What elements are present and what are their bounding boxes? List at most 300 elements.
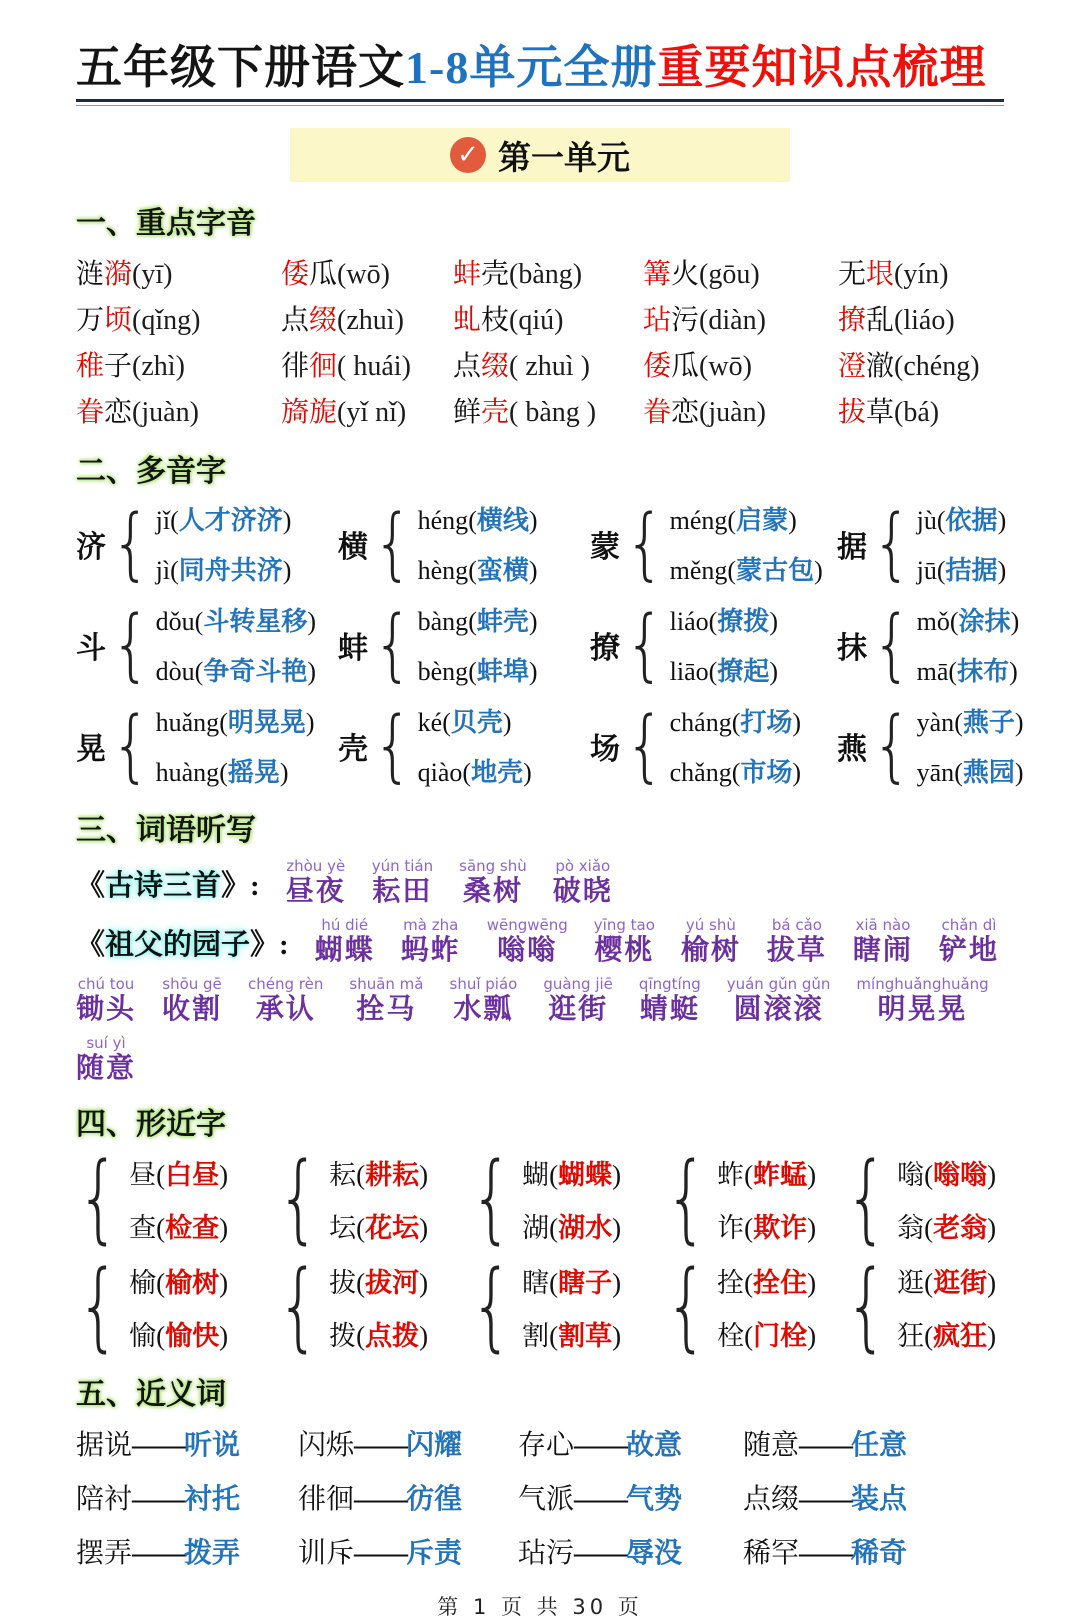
- section-heading-synonym: 五、近义词: [76, 1378, 226, 1412]
- synonym-row: [76, 1531, 1004, 1571]
- synonym-right: 衬托: [184, 1484, 241, 1516]
- synonym-list: [76, 1423, 1004, 1571]
- hanzi-char: 耘: [329, 1160, 357, 1191]
- lookalike-line: [329, 1153, 428, 1192]
- paren-glyph: ): [419, 1268, 429, 1299]
- paren-glyph: ): [987, 1160, 997, 1191]
- paren-glyph: ): [419, 1321, 429, 1352]
- paren-glyph: (: [936, 556, 946, 586]
- polyphone-option: [156, 550, 292, 587]
- synonym-left: 摆弄: [76, 1538, 133, 1570]
- dictation-list: [76, 859, 1004, 1083]
- hanzi-char: 蚌: [453, 259, 482, 291]
- polyphone-list: [76, 498, 1024, 791]
- pinyin-label: ( huái): [337, 351, 411, 383]
- paren-glyph: ): [279, 758, 289, 788]
- pinyin-label: (juàn): [699, 397, 766, 429]
- pinyin-ruby: shuǐ piáo: [449, 975, 518, 994]
- example-word: 逛街: [933, 1268, 988, 1299]
- example-word: 检查: [165, 1213, 220, 1244]
- polyphone-option: [418, 651, 538, 688]
- paren-glyph: (: [468, 657, 477, 687]
- polyphone-option: [418, 550, 538, 587]
- example-word: 蚱蜢: [753, 1160, 808, 1191]
- polyphone-group: [837, 500, 1006, 587]
- example-word: 欺诈: [753, 1213, 808, 1244]
- lookalike-pair: [522, 1261, 621, 1353]
- pinyin-label: huǎng: [155, 708, 220, 738]
- brace-glyph: {: [77, 1250, 120, 1363]
- polyphone-group: [338, 500, 590, 587]
- word-text: 破晓: [552, 876, 613, 908]
- hanzi-char: 查: [129, 1213, 157, 1244]
- lookalike-group: [76, 1142, 276, 1255]
- hanzi-char: 点: [281, 305, 310, 337]
- hanzi-char: 缀: [481, 351, 510, 383]
- synonym-right: 辱没: [626, 1538, 683, 1570]
- pronunciation-item: [453, 298, 643, 338]
- unit-banner: [290, 128, 790, 182]
- pinyin-label: (zhì): [132, 351, 185, 383]
- polyphone-options: [917, 500, 1007, 587]
- paren-glyph: ): [987, 1321, 997, 1352]
- hanzi-char: 拨: [329, 1321, 357, 1352]
- lookalike-pair: [329, 1153, 428, 1245]
- hanzi-char: 翁: [897, 1213, 925, 1244]
- hanzi-char: 蝴: [522, 1160, 550, 1191]
- lookalike-line: [522, 1314, 621, 1353]
- synonym-row: [76, 1477, 1004, 1517]
- check-icon: ✓: [450, 137, 486, 173]
- polyphone-headword: 蚌: [338, 631, 368, 665]
- polyphone-option: [670, 601, 778, 638]
- paren-glyph: ): [282, 556, 292, 586]
- pinyin-label: (wō): [337, 259, 390, 291]
- example-word: 燕园: [962, 758, 1015, 788]
- polyphone-headword: 晃: [76, 732, 106, 766]
- example-word: 蚌埠: [476, 657, 529, 687]
- synonym-pair: [518, 1477, 743, 1517]
- lookalike-group: [276, 1250, 469, 1363]
- hanzi-char: 眷: [76, 397, 105, 429]
- paren-glyph: ): [807, 1213, 817, 1244]
- paren-glyph: (: [924, 1268, 934, 1299]
- brace-glyph: {: [871, 498, 912, 589]
- hanzi-char: 草: [866, 397, 895, 429]
- example-word: 斗转星移: [203, 607, 308, 637]
- brace-glyph: {: [845, 1142, 888, 1255]
- polyphone-options: [418, 702, 532, 789]
- lookalike-pair: [897, 1153, 996, 1245]
- lookalike-group: [469, 1250, 664, 1363]
- dictation-word: [162, 977, 222, 1024]
- synonym-pair: [298, 1477, 518, 1517]
- dash-glyph: ——: [132, 1538, 185, 1570]
- hanzi-char: 倭: [643, 351, 672, 383]
- pinyin-label: (juàn): [132, 397, 199, 429]
- example-word: 蚌壳: [476, 607, 529, 637]
- paren-glyph: ): [612, 1268, 622, 1299]
- hanzi-char: 旖: [281, 397, 310, 429]
- lookalike-list: [76, 1142, 1004, 1363]
- word-text: 明晃晃: [877, 994, 968, 1026]
- book-title-text: 祖父的园子: [105, 929, 251, 962]
- book-title: [76, 922, 289, 965]
- paren-glyph: (: [462, 758, 472, 788]
- example-word: 同舟共济: [178, 556, 283, 586]
- lookalike-pair: [897, 1261, 996, 1353]
- word-text: 水瓢: [453, 994, 514, 1026]
- example-word: 打场: [740, 708, 793, 738]
- word-text: 昼夜: [285, 876, 346, 908]
- polyphone-options: [917, 702, 1024, 789]
- pronunciation-item: [281, 344, 453, 384]
- paren-glyph: ): [528, 506, 538, 536]
- paren-glyph: (: [744, 1321, 754, 1352]
- polyphone-option: [670, 702, 801, 739]
- synonym-right: 任意: [851, 1430, 908, 1462]
- word-text: 桑树: [462, 876, 523, 908]
- brace-glyph: {: [470, 1142, 513, 1255]
- synonym-left: 点缀: [743, 1484, 800, 1516]
- pronunciation-item: [838, 252, 1004, 292]
- polyphone-options: [418, 500, 538, 587]
- pronunciation-row: [76, 344, 1004, 384]
- paren-glyph: ): [419, 1213, 429, 1244]
- synonym-right: 气势: [626, 1484, 683, 1516]
- word-text: 蚂蚱: [400, 935, 461, 967]
- paren-glyph: ): [769, 657, 778, 687]
- synonym-left: 气派: [518, 1484, 575, 1516]
- polyphone-option: [156, 752, 315, 789]
- polyphone-option: [156, 500, 292, 537]
- brace-glyph: {: [871, 700, 912, 791]
- example-word: 割草: [558, 1321, 613, 1352]
- polyphone-option: [156, 601, 316, 638]
- pinyin-label: jǐ: [155, 506, 171, 536]
- pinyin-ruby: shuān mǎ: [349, 975, 424, 994]
- polyphone-options: [670, 702, 801, 789]
- pinyin-label: (chéng): [894, 351, 980, 383]
- lookalike-pair: [717, 1153, 816, 1245]
- example-word: 摇晃: [227, 758, 280, 788]
- polyphone-options: [418, 601, 538, 688]
- pinyin-ruby: chéng rèn: [248, 975, 324, 994]
- pinyin-ruby: mínghuǎnghuǎng: [856, 975, 989, 994]
- lookalike-group: [664, 1142, 844, 1255]
- lookalike-line: [717, 1314, 816, 1353]
- synonym-pair: [743, 1423, 1004, 1463]
- pinyin-label: (qǐng): [132, 305, 201, 337]
- pronunciation-item: [76, 252, 281, 292]
- hanzi-char: 拴: [717, 1268, 745, 1299]
- hanzi-char: 栓: [717, 1321, 745, 1352]
- title-underline: [76, 99, 1004, 106]
- synonym-left: 陪衬: [76, 1484, 133, 1516]
- dictation-word: [767, 918, 827, 965]
- pronunciation-item: [643, 298, 838, 338]
- synonym-pair: [298, 1423, 518, 1463]
- section-heading-lookalike: 四、形近字: [76, 1108, 226, 1142]
- brace-glyph: {: [845, 1250, 888, 1363]
- example-word: 抹布: [957, 657, 1010, 687]
- paren-glyph: (: [924, 1160, 934, 1191]
- paren-glyph: (: [731, 758, 741, 788]
- pinyin-label: (bá): [894, 397, 940, 429]
- synonym-pair: [518, 1423, 743, 1463]
- lookalike-line: [522, 1206, 621, 1245]
- paren-glyph: (: [936, 506, 946, 536]
- pronunciation-item: [453, 344, 643, 384]
- polyphone-option: [917, 651, 1020, 688]
- dictation-word: [856, 977, 988, 1024]
- pronunciation-item: [838, 298, 1004, 338]
- pinyin-label: jù: [916, 506, 937, 536]
- synonym-right: 装点: [851, 1484, 908, 1516]
- example-word: 涂抹: [958, 607, 1011, 637]
- brace-glyph: {: [277, 1142, 320, 1255]
- dictation-row: [76, 1036, 1004, 1083]
- polyphone-group: [338, 702, 590, 789]
- dash-glyph: ——: [132, 1484, 185, 1516]
- dash-glyph: ——: [574, 1430, 627, 1462]
- polyphone-group: [76, 500, 338, 587]
- word-text: 收割: [162, 994, 223, 1026]
- paren-glyph: ): [282, 506, 292, 536]
- synonym-pair: [743, 1477, 1004, 1517]
- dictation-word: [76, 977, 136, 1024]
- polyphone-options: [156, 702, 315, 789]
- paren-glyph: ): [807, 1160, 817, 1191]
- pinyin-label: měng: [669, 556, 728, 586]
- hanzi-char: 昼: [129, 1160, 157, 1191]
- lookalike-line: [329, 1314, 428, 1353]
- hanzi-char: 逛: [897, 1268, 925, 1299]
- lookalike-line: [522, 1153, 621, 1192]
- pinyin-label: bèng: [417, 657, 469, 687]
- polyphone-headword: 壳: [338, 732, 368, 766]
- pronunciation-row: [76, 298, 1004, 338]
- hanzi-char: 眷: [643, 397, 672, 429]
- bracket-glyph: 《: [76, 929, 106, 962]
- hanzi-char: 缀: [309, 305, 338, 337]
- paren-glyph: (: [727, 556, 737, 586]
- pinyin-ruby: sāng shù: [459, 857, 527, 876]
- lookalike-pair: [522, 1153, 621, 1245]
- pinyin-ruby: qīngtíng: [638, 975, 701, 994]
- hanzi-char: 篝: [643, 259, 672, 291]
- example-word: 疯狂: [933, 1321, 988, 1352]
- paren-glyph: (: [744, 1213, 754, 1244]
- bracket-glyph: 《: [76, 870, 106, 903]
- paren-glyph: (: [744, 1268, 754, 1299]
- pinyin-label: (qiú): [509, 305, 564, 337]
- synonym-right: 听说: [184, 1430, 241, 1462]
- paren-glyph: (: [731, 708, 741, 738]
- pinyin-label: yàn: [916, 708, 955, 738]
- pinyin-label: mā: [916, 657, 949, 687]
- polyphone-option: [418, 500, 538, 537]
- brace-glyph: {: [372, 700, 413, 791]
- synonym-pair: [76, 1477, 298, 1517]
- example-word: 愉快: [165, 1321, 220, 1352]
- dictation-word: [76, 1036, 136, 1083]
- hanzi-char: 壳: [481, 259, 510, 291]
- lookalike-line: [897, 1261, 996, 1300]
- polyphone-option: [156, 702, 315, 739]
- bracket-glyph: 》:: [221, 870, 260, 903]
- hanzi-char: 拔: [329, 1268, 357, 1299]
- example-word: 门栓: [753, 1321, 808, 1352]
- paren-glyph: ): [219, 1160, 229, 1191]
- example-word: 贝壳: [450, 708, 503, 738]
- pinyin-label: (bàng): [509, 259, 583, 291]
- example-word: 争奇斗艳: [203, 657, 308, 687]
- paren-glyph: ): [769, 607, 778, 637]
- paren-glyph: ): [528, 556, 538, 586]
- polyphone-option: [670, 550, 823, 587]
- paren-glyph: (: [708, 607, 718, 637]
- hanzi-char: 涟: [76, 259, 105, 291]
- polyphone-group: [837, 601, 1019, 688]
- paren-glyph: ): [612, 1321, 622, 1352]
- paren-glyph: ): [1014, 708, 1024, 738]
- paren-glyph: ): [219, 1213, 229, 1244]
- brace-glyph: {: [665, 1250, 708, 1363]
- polyphone-headword: 据: [837, 530, 867, 564]
- synonym-left: 随意: [743, 1430, 800, 1462]
- lookalike-line: [717, 1206, 816, 1245]
- hanzi-char: 玷: [643, 305, 672, 337]
- hanzi-char: 蚱: [717, 1160, 745, 1191]
- dictation-word: [853, 918, 913, 965]
- hanzi-char: 徊: [309, 351, 338, 383]
- pinyin-ruby: shōu gē: [162, 975, 222, 994]
- brace-glyph: {: [110, 599, 151, 690]
- polyphone-options: [670, 500, 823, 587]
- dictation-word: [450, 977, 518, 1024]
- pinyin-label: héng: [417, 506, 469, 536]
- lookalike-group: [276, 1142, 469, 1255]
- synonym-right: 拨弄: [184, 1538, 241, 1570]
- paren-glyph: ): [219, 1268, 229, 1299]
- hanzi-char: 鲜: [453, 397, 482, 429]
- paren-glyph: (: [156, 1321, 166, 1352]
- dictation-word: [401, 918, 461, 965]
- word-text: 铲地: [938, 935, 999, 967]
- pinyin-label: ké: [417, 708, 443, 738]
- synonym-left: 闪烁: [298, 1430, 355, 1462]
- paren-glyph: (: [949, 607, 959, 637]
- hanzi-char: 瓜: [309, 259, 338, 291]
- paren-glyph: (: [170, 506, 179, 536]
- pronunciation-row: [76, 390, 1004, 430]
- polyphone-headword: 斗: [76, 631, 106, 665]
- paren-glyph: (: [156, 1213, 166, 1244]
- hanzi-char: 诈: [717, 1213, 745, 1244]
- pronunciation-item: [281, 298, 453, 338]
- hanzi-char: 漪: [104, 259, 133, 291]
- paren-glyph: (: [356, 1268, 366, 1299]
- hanzi-char: 撩: [838, 305, 867, 337]
- pronunciation-item: [643, 252, 838, 292]
- example-word: 湖水: [558, 1213, 613, 1244]
- hanzi-char: 榆: [129, 1268, 157, 1299]
- word-text: 拴马: [356, 994, 417, 1026]
- word-text: 随意: [76, 1053, 137, 1085]
- pronunciation-item: [838, 344, 1004, 384]
- example-word: 花坛: [365, 1213, 420, 1244]
- dictation-word: [553, 859, 613, 906]
- polyphone-option: [670, 500, 823, 537]
- pinyin-label: (yī): [132, 259, 173, 291]
- dash-glyph: ——: [354, 1538, 407, 1570]
- lookalike-row: [76, 1250, 1004, 1363]
- brace-glyph: {: [372, 599, 413, 690]
- paren-glyph: ): [305, 708, 315, 738]
- paren-glyph: (: [954, 708, 963, 738]
- example-word: 耕耘: [365, 1160, 420, 1191]
- word-text: 瞎闹: [852, 935, 913, 967]
- polyphone-option: [917, 752, 1024, 789]
- pinyin-label: (gōu): [699, 259, 760, 291]
- polyphone-option: [418, 601, 538, 638]
- paren-glyph: ): [997, 556, 1007, 586]
- hanzi-char: 万: [76, 305, 105, 337]
- unit-banner-label: 第一单元: [498, 140, 630, 177]
- pinyin-label: dǒu: [155, 607, 195, 637]
- paren-glyph: (: [924, 1213, 934, 1244]
- dash-glyph: ——: [132, 1430, 185, 1462]
- example-word: 榆树: [165, 1268, 220, 1299]
- hanzi-char: 顷: [104, 305, 133, 337]
- polyphone-group: [76, 601, 338, 688]
- synonym-left: 稀罕: [743, 1538, 800, 1570]
- example-word: 点拨: [365, 1321, 420, 1352]
- hanzi-char: 瞎: [522, 1268, 550, 1299]
- example-word: 拴住: [753, 1268, 808, 1299]
- word-text: 蝴蝶: [314, 935, 375, 967]
- dictation-word: [248, 977, 323, 1024]
- word-text: 锄头: [76, 994, 137, 1026]
- pinyin-label: (yín): [894, 259, 949, 291]
- dash-glyph: ——: [354, 1430, 407, 1462]
- example-word: 横线: [476, 506, 529, 536]
- polyphone-headword: 撩: [590, 631, 620, 665]
- synonym-right: 稀奇: [851, 1538, 908, 1570]
- pinyin-label: hèng: [417, 556, 469, 586]
- pinyin-ruby: xiā nào: [855, 916, 911, 935]
- synonym-left: 徘徊: [298, 1484, 355, 1516]
- pronunciation-item: [453, 252, 643, 292]
- lookalike-pair: [329, 1261, 428, 1353]
- pronunciation-item: [281, 252, 453, 292]
- polyphone-headword: 燕: [837, 732, 867, 766]
- paren-glyph: (: [194, 657, 204, 687]
- paren-glyph: (: [219, 708, 228, 738]
- synonym-right: 斥责: [406, 1538, 463, 1570]
- synonym-pair: [76, 1531, 298, 1571]
- lookalike-group: [469, 1142, 664, 1255]
- dictation-word: [286, 859, 346, 906]
- pinyin-ruby: yú shù: [685, 916, 736, 935]
- dash-glyph: ——: [799, 1538, 852, 1570]
- pinyin-ruby: hú dié: [321, 916, 369, 935]
- hanzi-char: 坛: [329, 1213, 357, 1244]
- synonym-pair: [518, 1531, 743, 1571]
- lookalike-line: [717, 1153, 816, 1192]
- pinyin-ruby: yuán gǔn gǔn: [726, 975, 831, 994]
